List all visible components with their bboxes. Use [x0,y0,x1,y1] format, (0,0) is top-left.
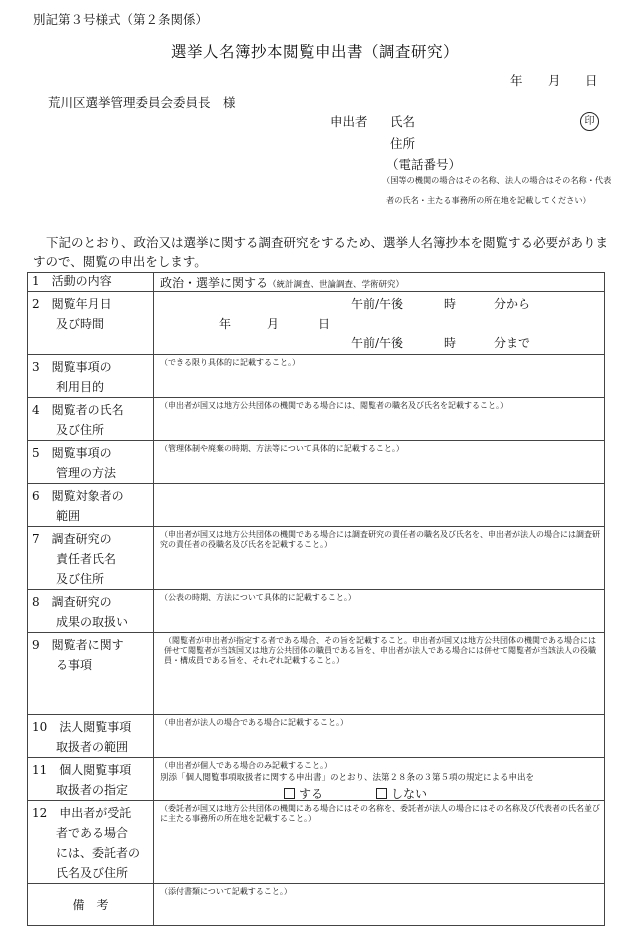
date-year-label: 年 [510,73,523,88]
option-no-label: しない [391,787,428,801]
application-form-table [27,272,605,926]
row-label-cell [28,590,154,633]
row-entry-cell[interactable] [154,758,605,801]
row-label-cell [28,398,154,441]
to-minute-label: 分まで [494,336,531,350]
option-yes[interactable] [284,785,323,802]
viewing-datetime-cell[interactable] [154,292,605,355]
row-entry-cell[interactable] [154,715,605,758]
activity-content-text: 政治・選挙に関する [160,276,269,290]
row-note: （申出者が国又は地方公共団体の機関である場合には調査研究の責任者の職名及び氏名を、申出者が法人の場合には調査研究の責任者の役職名及び氏名を記載すること。） [160,530,600,549]
addressee: 荒川区選挙管理委員会委員長 様 [48,95,236,110]
row-label: 2 閲覧年月日 及び時間 [32,297,112,331]
row-label-cell [28,633,154,715]
applicant-label: 申出者 [330,114,368,129]
designation-text: 別添「個人閲覧事項取扱者に関する申出書」のとおり、法第２８条の３第５項の規定による申出を [160,773,535,783]
row-note: （管理体制や廃棄の時期、方法等について具体的に記載すること。） [160,444,404,453]
row-entry-cell[interactable] [154,633,605,715]
row-label: 8 調査研究の 成果の取扱い [32,595,129,629]
row-entry-cell[interactable] [154,398,605,441]
row-label-cell [28,801,154,884]
table-row [28,590,605,633]
row-entry-cell[interactable] [154,527,605,590]
row-note: （申出者が個人である場合のみ記載すること。） [160,761,332,770]
table-row [28,273,605,292]
row-label: 1 活動の内容 [32,274,112,288]
row-label-cell [28,292,154,355]
row-label: 7 調査研究の 責任者氏名 及び住所 [32,532,117,586]
table-row [28,527,605,590]
table-row [28,758,605,801]
row-label: 10 法人閲覧事項 取扱者の範囲 [32,720,132,754]
row-label-cell [28,441,154,484]
row-entry-cell[interactable] [154,441,605,484]
row-entry-cell[interactable] [154,801,605,884]
row-label-cell [28,715,154,758]
from-minute-label: 分から [494,297,531,311]
from-hour-label: 時 [444,297,457,311]
row-label: 3 閲覧事項の 利用目的 [32,360,112,394]
applicant-address-label: 住所 [390,136,416,151]
table-row [28,484,605,527]
row-entry-cell[interactable] [154,355,605,398]
row-label: 備 考 [72,898,109,912]
table-row [28,398,605,441]
applicant-phone-label: （電話番号） [386,157,462,172]
row-label-cell [28,484,154,527]
table-row [28,355,605,398]
date-month-label: 月 [548,73,561,88]
row-entry-cell[interactable] [154,273,605,292]
row-label: 9 閲覧者に関す る事項 [32,638,124,672]
row-label-cell [28,884,154,926]
row-entry-cell[interactable] [154,484,605,527]
row-label: 12 申出者が受託 者である場合 には、委託者の 氏名及び住所 [32,806,141,880]
activity-content-note: （統計調査、世論調査、学術研究） [268,280,405,290]
row-entry-cell[interactable] [154,590,605,633]
from-ampm-label: 午前/午後 [351,297,404,311]
row-note: （閲覧者が申出者が指定する者である場合、その旨を記載すること。申出者が国又は地方公共団体の機関である場合には併せて閲覧者が当該国又は地方公共団体の職員である旨を、申出者が法人である場合には併せて閲覧者が当該法人の役職員・構成員である旨を、それぞれ記載すること。） [164,636,596,665]
table-row [28,633,605,715]
row-label-cell [28,355,154,398]
seal-mark: 印 [580,112,599,131]
table-row [28,292,605,355]
date-day-label: 日 [585,73,598,88]
row-note: （できる限り具体的に記載すること。） [160,358,300,367]
row-note: （委託者が国又は地方公共団体の機関にある場合にはその名称を、委託者が法人の場合にはその名称及び代表者の氏名並びに主たる事務所の所在地を記載すること。） [160,804,600,823]
date-day-label: 日 [318,317,331,331]
row-entry-cell[interactable] [154,884,605,926]
option-no[interactable] [376,785,427,802]
date-month-label: 月 [267,317,280,331]
row-note: （公表の時期、方法について具体的に記載すること。） [160,593,356,602]
row-label-cell [28,527,154,590]
form-number-label: 別記第３号様式（第２条関係） [33,12,209,27]
row-note: （申出者が法人の場合である場合に記載すること。） [160,718,348,727]
row-label: 6 閲覧対象者の 範囲 [32,489,124,523]
table-row [28,441,605,484]
table-row [28,801,605,884]
row-label-cell [28,758,154,801]
row-label-cell [28,273,154,292]
row-label: 11 個人閲覧事項 取扱者の指定 [32,763,132,797]
row-label: 4 閲覧者の氏名 及び住所 [32,403,124,437]
checkbox-yes[interactable] [284,788,295,799]
to-ampm-label: 午前/午後 [351,336,404,350]
row-note: （申出者が国又は地方公共団体の機関である場合には、閲覧者の職名及び氏名を記載すること。） [160,401,508,410]
applicant-note-line1: （国等の機関の場合はその名称、法人の場合はその名称・代表 [382,175,612,185]
checkbox-no[interactable] [376,788,387,799]
date-year-label: 年 [219,317,232,331]
intro-paragraph: 下記のとおり、政治又は選挙に関する調査研究をするため、選挙人名簿抄本を閲覧する必要がありますので、閲覧の申出をします。 [33,235,609,269]
applicant-note-line2: 者の氏名・主たる事務所の所在地を記載してください） [386,195,591,205]
table-row [28,715,605,758]
option-yes-label: する [299,787,324,801]
table-row [28,884,605,926]
row-note: （添付書類について記載すること。） [160,887,292,896]
applicant-name-label: 氏名 [390,114,416,129]
row-label: 5 閲覧事項の 管理の方法 [32,446,117,480]
to-hour-label: 時 [444,336,457,350]
document-title: 選挙人名簿抄本閲覧申出書（調査研究） [170,43,459,61]
